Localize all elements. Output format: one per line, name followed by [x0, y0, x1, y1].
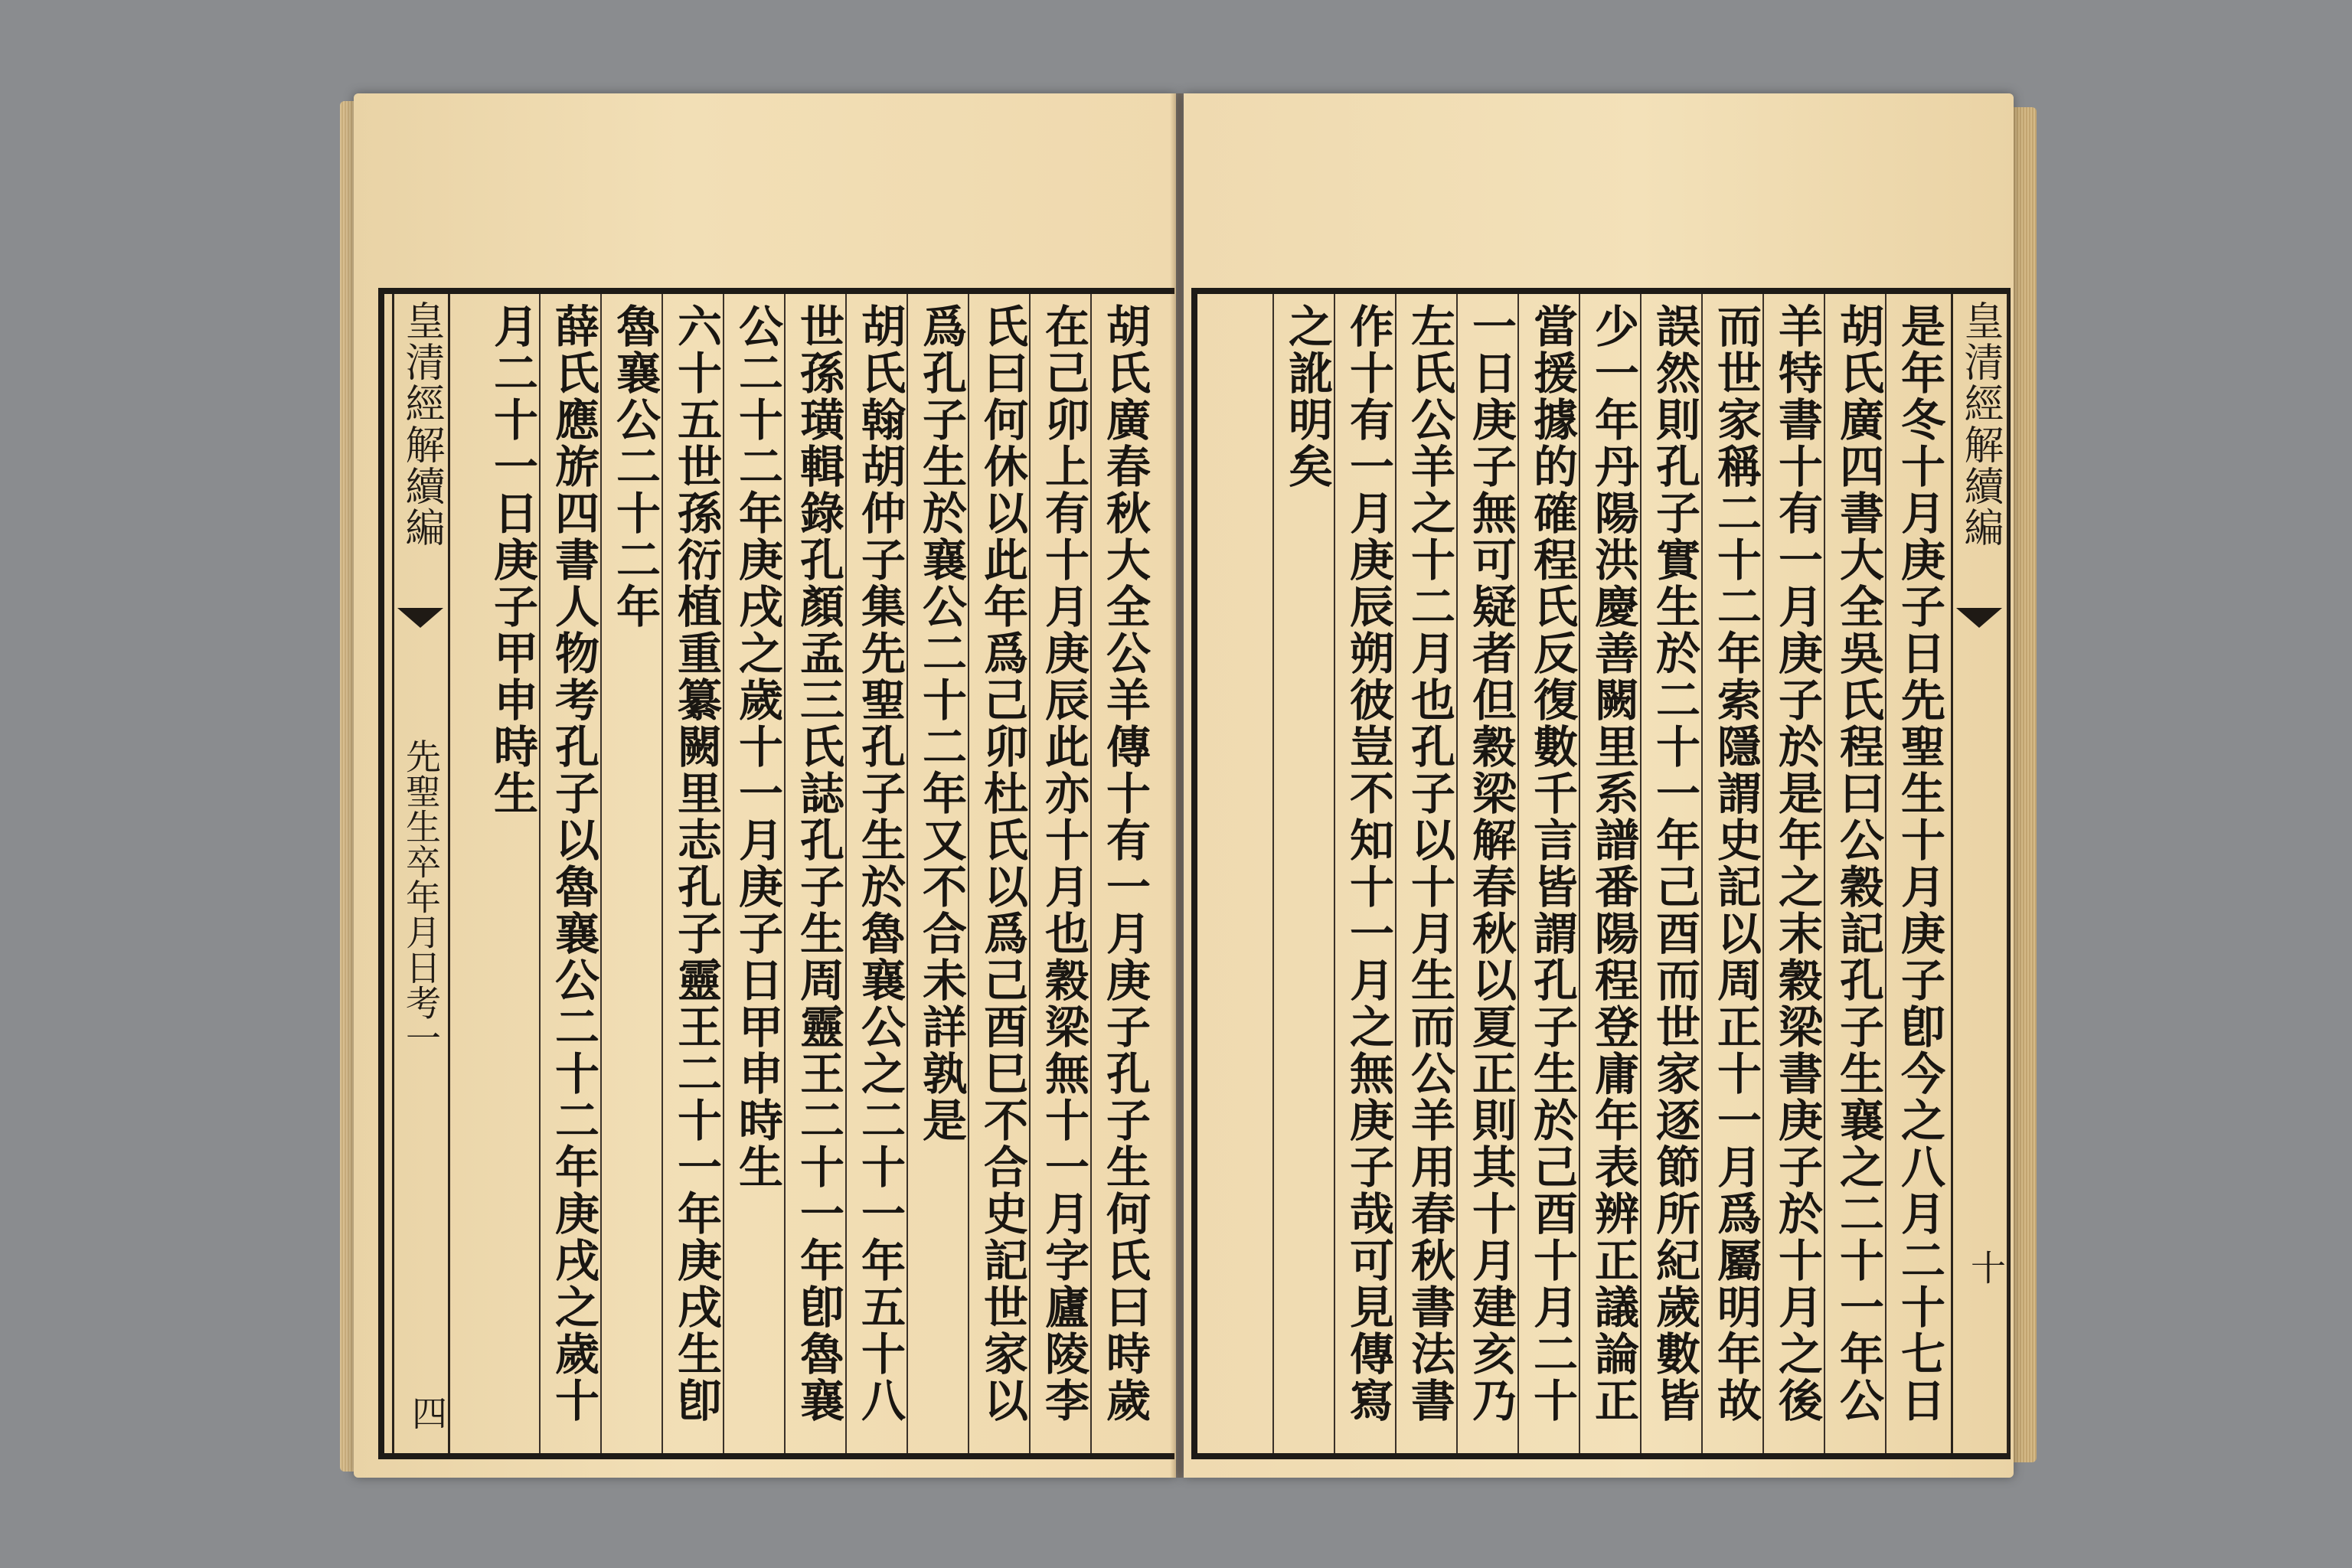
column-rule [1517, 294, 1519, 1453]
right-text-frame [1191, 288, 2011, 1459]
column-rule [1395, 294, 1396, 1453]
column-rule [968, 294, 969, 1453]
leaf-number: 十 [1965, 1250, 2007, 1285]
column-rule [1579, 294, 1580, 1453]
column-rule [784, 294, 786, 1453]
column-rule [1885, 294, 1886, 1453]
text-column: 在己卯上有十月庚辰此亦十月也穀梁無十一月字廬陵李 [1037, 303, 1089, 1424]
column-rule [600, 294, 602, 1453]
column-rule [1272, 294, 1274, 1453]
banxin-chapter: 先聖生卒年月日考一 [400, 738, 442, 1055]
text-column: 世孫璜輯錄孔顏孟三氏誌孔子生周靈王二十一年卽魯襄 [792, 303, 844, 1424]
column-rule [1701, 294, 1703, 1453]
banxin-fold-margin [392, 294, 450, 1453]
banxin-title: 皇清經解續編 [398, 300, 444, 548]
column-rule [1029, 294, 1031, 1453]
text-column: 月二十一日庚子甲申時生 [486, 303, 538, 817]
fish-tail-mark [1956, 608, 2002, 628]
column-rule [845, 294, 847, 1453]
text-column: 胡氏翰胡仲子集先聖孔子生於魯襄公之二十一年五十八 [854, 303, 906, 1424]
column-rule [1456, 294, 1458, 1453]
right-page-edge [2012, 107, 2037, 1462]
column-rule [1640, 294, 1642, 1453]
open-book [354, 93, 2014, 1478]
text-column: 左氏公羊之十二月也孔子以十月生而公羊用春秋書法書 [1403, 303, 1455, 1424]
text-column: 少一年丹陽洪慶善闕里系譜番陽程登庸年表辨正議論正 [1587, 303, 1639, 1424]
column-rule [539, 294, 541, 1453]
text-column: 薛氏應旂四書人物考孔子以魯襄公二十二年庚戌之歲十 [547, 303, 599, 1424]
text-column: 胡氏廣四書大全吳氏程曰公穀記孔子生襄之二十一年公 [1832, 303, 1884, 1424]
column-rule [1090, 294, 1092, 1453]
text-column: 氏曰何休以此年爲己卯杜氏以爲己酉巳不合史記世家以 [976, 303, 1028, 1424]
column-rule [1824, 294, 1825, 1453]
text-column: 六十五世孫衍植重纂闕里志孔子靈王二十一年庚戌生卽 [670, 303, 722, 1424]
leaf-number: 四 [407, 1395, 448, 1430]
text-column: 誤然則孔子實生於二十一年己酉而世家逐節所紀歲數皆 [1648, 303, 1700, 1424]
left-page-edge [340, 101, 355, 1472]
text-column: 作十有一月庚辰朔彼豈不知十一月之無庚子哉可見傳寫 [1342, 303, 1394, 1424]
column-rule [662, 294, 663, 1453]
fish-tail-mark [397, 608, 443, 628]
text-column: 爲孔子生於襄公二十二年又不合未詳孰是 [915, 303, 967, 1144]
banxin-title: 皇清經解續編 [1957, 300, 2003, 548]
text-column: 公二十二年庚戌之歲十一月庚子日甲申時生 [731, 303, 783, 1191]
column-rule [723, 294, 724, 1453]
text-column: 魯襄公二十二年 [609, 303, 661, 630]
text-column: 一日庚子無可疑者但穀梁解春秋以夏正則其十月建亥乃 [1465, 303, 1517, 1424]
left-text-frame [378, 288, 1174, 1459]
text-column: 羊特書十有一月庚子於是年之末穀梁書庚子於十月之後 [1771, 303, 1823, 1424]
column-rule [1762, 294, 1764, 1453]
text-column: 當援據的確程氏反復數千言皆謂孔子生於己酉十月二十 [1526, 303, 1578, 1424]
text-column: 而世家稱二十二年索隱謂史記以周正十一月爲屬明年故 [1710, 303, 1762, 1424]
right-page [1184, 93, 2014, 1478]
left-page [354, 93, 1176, 1478]
column-rule [906, 294, 908, 1453]
text-column: 胡氏廣春秋大全公羊傳十有一月庚子孔子生何氏曰時歲 [1099, 303, 1151, 1424]
text-column: 是年冬十月庚子日先聖生十月庚子卽今之八月二十七日 [1893, 303, 1945, 1424]
text-column: 之訛明矣 [1281, 303, 1333, 490]
column-rule [1334, 294, 1335, 1453]
banxin-fold-margin [1951, 294, 2009, 1453]
